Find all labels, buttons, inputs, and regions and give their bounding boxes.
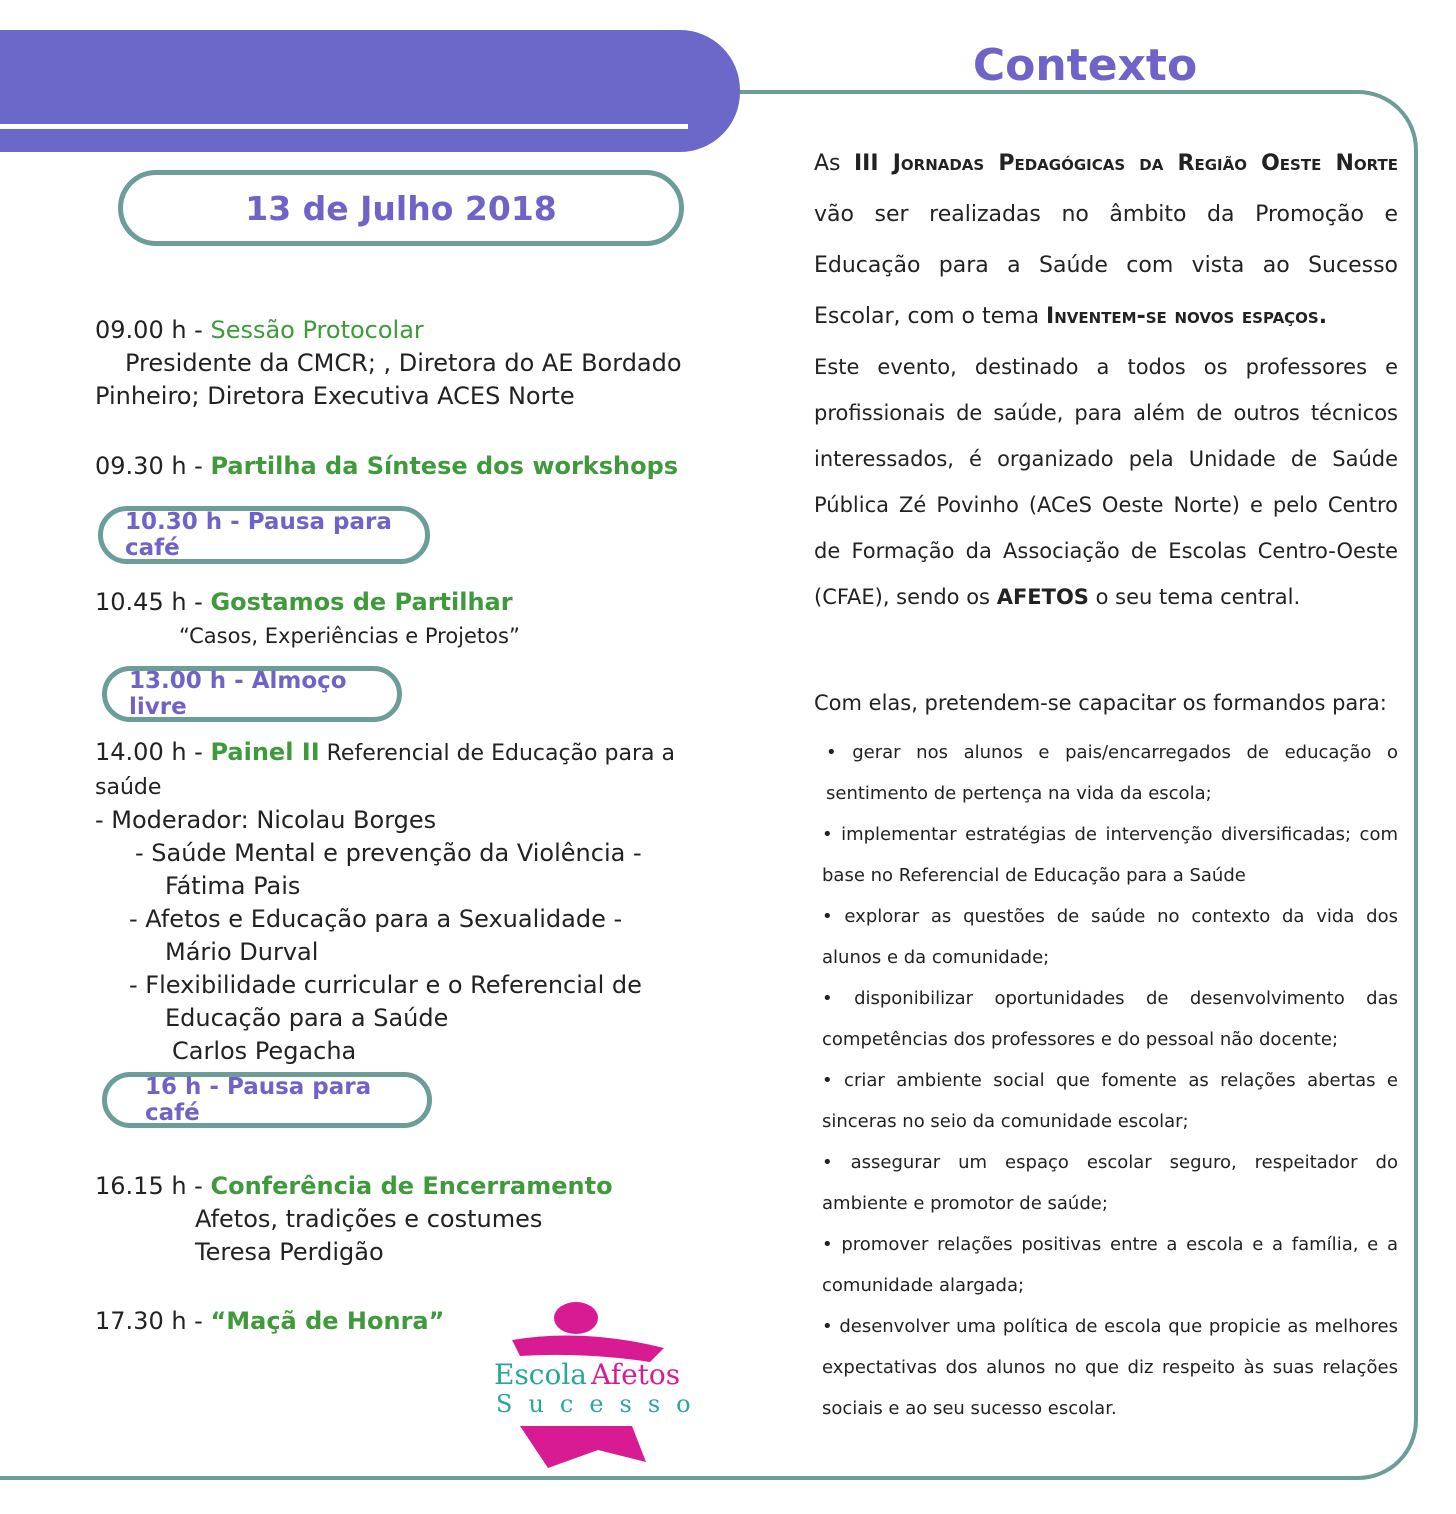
aims-list bbox=[814, 732, 1398, 1429]
context-title: Contexto bbox=[972, 40, 1198, 91]
escola-afetos-logo bbox=[494, 1300, 707, 1470]
lunch-badge bbox=[102, 666, 402, 722]
session-time: 14.00 h - bbox=[95, 738, 211, 766]
logo-subword: Sucesso bbox=[496, 1390, 707, 1418]
event-name: III Jornadas Pedagógicas da Região Oeste Norte bbox=[854, 151, 1398, 176]
session-panel bbox=[95, 736, 715, 1068]
intro-text: vão ser realizadas no âmbito da Promoção e Educação para a Saúde com vista ao Sucesso Escolar, com o tema bbox=[814, 202, 1398, 329]
session-time: 17.30 h - bbox=[95, 1307, 211, 1335]
bottom-rule bbox=[0, 1476, 760, 1480]
session-title: Gostamos de Partilhar bbox=[210, 588, 513, 616]
date-text: 13 de Julho 2018 bbox=[245, 188, 557, 228]
panel-topic: Educação para a Saúde bbox=[165, 1004, 449, 1032]
description-text: o seu tema central. bbox=[1088, 585, 1301, 609]
event-theme: Inventem-se novos espaços. bbox=[1046, 304, 1328, 329]
list-item: • implementar estratégias de intervenção diversificadas; com base no Referencial de Educação para a Saúde bbox=[822, 824, 1398, 886]
session-closing bbox=[95, 1170, 715, 1269]
header-band bbox=[0, 30, 740, 152]
session-honor bbox=[95, 1305, 515, 1338]
panel-speaker: Fátima Pais bbox=[165, 872, 301, 900]
coffee-break-badge bbox=[102, 1072, 432, 1128]
break-text: 16 h - Pausa para café bbox=[145, 1074, 372, 1126]
date-badge bbox=[118, 170, 684, 246]
session-speaker: Teresa Perdigão bbox=[195, 1238, 384, 1266]
central-theme: AFETOS bbox=[996, 585, 1089, 609]
session-detail: Afetos, tradições e costumes bbox=[195, 1205, 543, 1233]
session-sharing bbox=[95, 586, 715, 653]
session-title: Sessão Protocolar bbox=[210, 316, 424, 344]
session-title: Partilha da Síntese dos workshops bbox=[210, 452, 679, 480]
intro-text: As bbox=[814, 151, 854, 176]
list-item: • gerar nos alunos e pais/encarregados de educação o sentimento de pertença na vida da escola; bbox=[826, 742, 1398, 804]
session-time: 09.00 h - bbox=[95, 316, 211, 344]
list-item: • criar ambiente social que fomente as relações abertas e sinceras no seio da comunidade escolar; bbox=[822, 1070, 1398, 1132]
session-opening bbox=[95, 314, 715, 413]
moderator: - Moderador: Nicolau Borges bbox=[95, 806, 437, 834]
list-item: • promover relações positivas entre a escola e a família, e a comunidade alargada; bbox=[822, 1234, 1398, 1296]
logo-wordmark bbox=[494, 1360, 680, 1390]
header-band-rule bbox=[0, 124, 688, 129]
aims-intro: Com elas, pretendem-se capacitar os formandos para: bbox=[814, 691, 1387, 715]
context-intro bbox=[814, 138, 1398, 342]
description-text: Este evento, destinado a todos os professores e profissionais de saúde, para além de outros técnicos interessados, é organizado pela Unidade de Saúde Pública Zé Povinho (ACeS Oeste Norte) e pelo Centro de Formação da Associação de Escolas Centro-Oeste (CFAE), sendo os bbox=[814, 355, 1398, 609]
list-item: • explorar as questões de saúde no contexto da vida dos alunos e da comunidade; bbox=[822, 906, 1398, 968]
panel-speaker: Mário Durval bbox=[165, 938, 319, 966]
break-text: 10.30 h - Pausa para café bbox=[125, 509, 392, 561]
panel-topic: - Afetos e Educação para a Sexualidade - bbox=[129, 905, 623, 933]
session-workshops bbox=[95, 450, 715, 483]
logo-word: Escola bbox=[494, 1358, 587, 1391]
session-title: “Maçã de Honra” bbox=[210, 1307, 445, 1335]
list-item: • disponibilizar oportunidades de desenvolvimento das competências dos professores e do pessoal não docente; bbox=[822, 988, 1398, 1050]
session-detail: saúde bbox=[95, 775, 162, 800]
session-detail: Referencial de Educação para a bbox=[319, 741, 675, 766]
panel-topic: - Flexibilidade curricular e o Referencial de bbox=[129, 971, 642, 999]
panel-topic: - Saúde Mental e prevenção da Violência - bbox=[135, 839, 642, 867]
coffee-break-badge bbox=[98, 506, 430, 564]
session-title: Conferência de Encerramento bbox=[210, 1172, 613, 1200]
list-item: • assegurar um espaço escolar seguro, respeitador do ambiente e promotor de saúde; bbox=[822, 1152, 1398, 1214]
list-item: • desenvolver uma política de escola que propicie as melhores expectativas dos alunos no que diz respeito às suas relações sociais e ao seu sucesso escolar. bbox=[822, 1316, 1398, 1419]
logo-word: Afetos bbox=[591, 1358, 681, 1391]
break-text: 13.00 h - Almoço livre bbox=[129, 668, 347, 720]
session-time: 10.45 h - bbox=[95, 588, 211, 616]
panel-speaker: Carlos Pegacha bbox=[172, 1037, 357, 1065]
session-detail: “Casos, Experiências e Projetos” bbox=[179, 624, 520, 648]
session-detail: Presidente da CMCR; , Diretora do AE Bordado bbox=[125, 349, 682, 377]
session-title: Painel II bbox=[210, 738, 320, 766]
session-time: 09.30 h - bbox=[95, 452, 211, 480]
context-description bbox=[814, 344, 1398, 620]
session-time: 16.15 h - bbox=[95, 1172, 211, 1200]
session-detail: Pinheiro; Diretora Executiva ACES Norte bbox=[95, 382, 575, 410]
